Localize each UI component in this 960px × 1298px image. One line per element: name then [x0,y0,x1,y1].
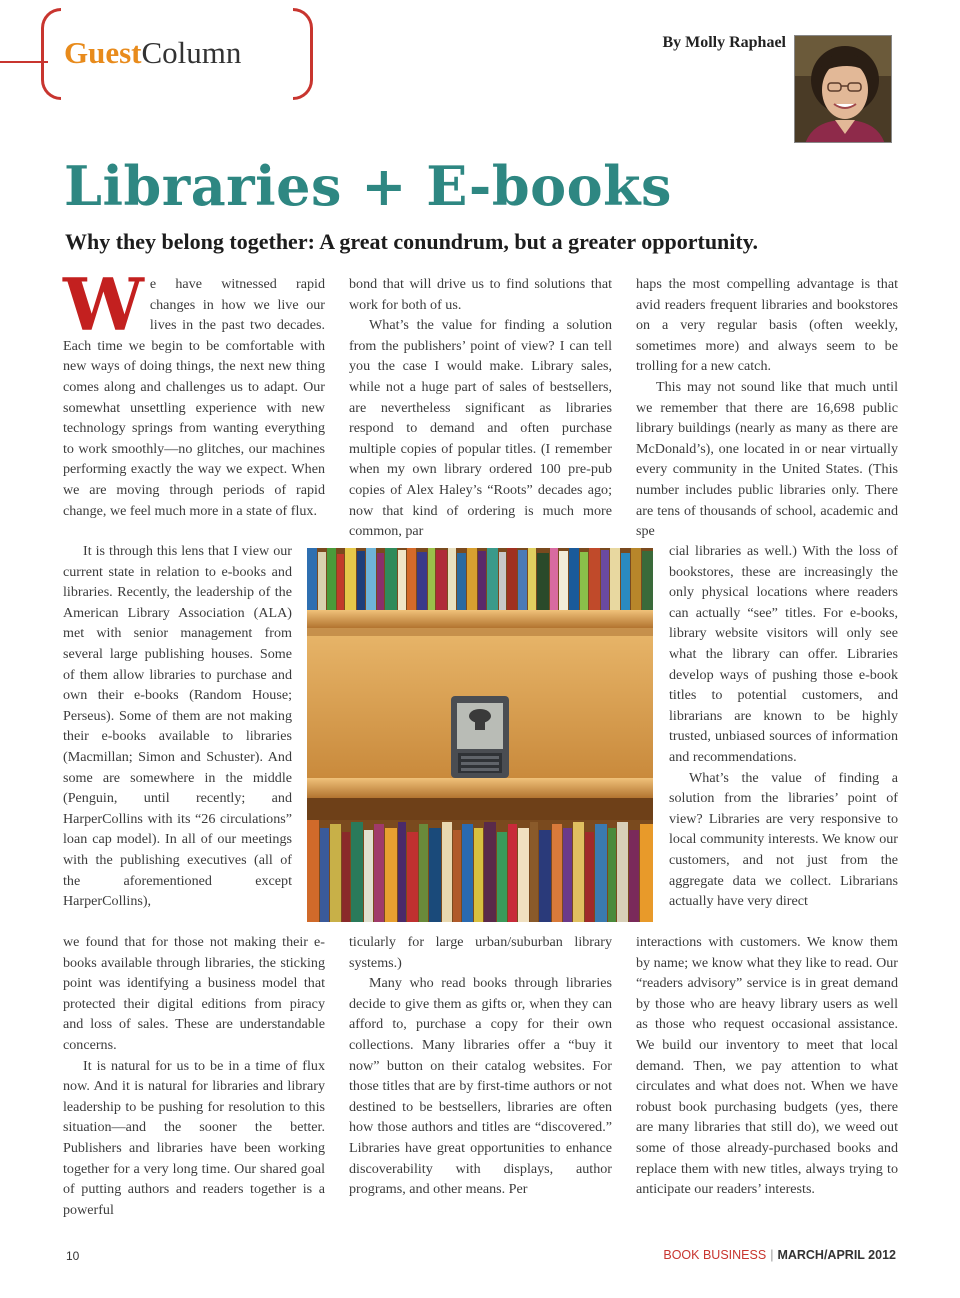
column-3-bottom [636,932,898,1200]
paragraph-advantage: haps the most compelling advantage is that avid readers frequent libraries and bookstores on a very regular basis (often weekly, sometimes more) and always seem to be trolling for a new catch. [636,276,898,375]
drop-cap: W [63,262,144,347]
left-bracket-decoration [41,8,61,100]
paragraph-systems: ticularly for large urban/suburban library systems.) [349,934,612,971]
paragraph-business-model: we found that for those not making their e-books available through libraries, the sticking point was identifying a business model that protected their digital editions from piracy and loss of sales. These are understandable concerns. [63,934,325,1053]
paragraph-interactions: interactions with customers. We know them by name; we know what they like to read. Our “readers advisory” service is in great demand by those who are heavy library users as well as those who request occasional assistance. We build our inventory to meet that local demand. Then, we pay attention to what circulates and what does not. When we have robust book purchasing budgets (yes, there are many libraries that still do), we weed out some of those already-purchased books and replace them with new titles, always trying to anticipate our readers’ interests. [636,934,898,1198]
author-photo [794,35,892,143]
top-shelf-books [307,548,653,610]
section-tag [64,34,241,72]
headline: Libraries + E-books [64,154,672,218]
bottom-shelf-books [307,820,653,922]
bookshelf-ereader-photo [307,548,653,922]
column-1-top [63,262,325,521]
paragraph-intro: e have witnessed rapid changes in how we live our lives in the past two decades. Each time we begin to be comfortable with new ways of doing things, the next new thing comes along and challenges us to adapt. Our somewhat unsettling experience with new technology springs from wanting everything to work smoothly—no glitches, our machines performing exactly the way we expect. When we are moving through periods of rapid change, we feel much more in a state of flux. [63,276,325,519]
paragraph-library-count: This may not sound like that much until we remember that there are 16,698 public library buildings (nearly as many as there are McDonald’s), one located in or near virtually every community in the United States. (This number includes public libraries only. There are tens of thousands of school, academic and spe [636,378,898,540]
ereader-device [451,696,509,778]
footer-publication [600,1248,896,1262]
footer-issue-date: MARCH/APRIL 2012 [777,1248,896,1262]
page-number: 10 [66,1249,80,1263]
right-bracket-decoration [293,8,313,100]
paragraph-gifts: Many who read books through libraries decide to give them as gifts or, when they can afford to, purchase a copy for their own collections. Many libraries offer a “buy it now” button on their catalog websites. For those titles that are by first-time authors or not destined to be bestsellers, libraries are often how those authors and titles are “discovered.” Libraries have great opportunities to enhance discoverability with displays, author programs, and other means. Per [349,975,612,1198]
paragraph-libraries-value: What’s the value of finding a solution from the libraries’ point of view? Libraries are very responsive to local community interests. We know our customers, and not just from the aggregate data we collect. Librarians actually have very direct [669,769,898,910]
section-tag-column: Column [141,35,242,70]
section-tag-guest: Guest [64,35,142,70]
paragraph-bookstores: cial libraries as well.) With the loss of bookstores, these are increasingly the only physical locations where readers can actually “see” titles. For e-books, library website visitors will only see what the library can offer. Libraries develop ways of pushing those e-book titles to potential customers, and librarians are known to be highly trusted, unbiased sources of information and recommendations. [669,543,898,765]
author-portrait-graphic [795,36,892,143]
paragraph-bond: bond that will drive us to find solutions that work for both of us. [349,276,612,313]
paragraph-flux: It is natural for us to be in a time of flux now. And it is natural for libraries and library leadership to be pushing for resolution to this situation—and the sooner the better. Publishers and libraries have been working together for a very long time. Our shared goal of putting authors and readers together is a powerful [63,1057,325,1218]
bookshelf-graphic [307,548,653,922]
column-3-middle [669,541,898,912]
byline: By Molly Raphael [662,34,786,51]
footer-brand: BOOK BUSINESS [663,1248,767,1262]
column-1-bottom [63,932,325,1220]
column-1-middle [63,541,292,912]
paragraph-lens: It is through this lens that I view our current state in relation to e-books and libraries. Recently, the leadership of the American Library Association (ALA) met with senior management from several large publishing houses. Some of them allow libraries to purchase and own their e-books (Random House; Perseus). Some of them are not making their e-books available to libraries (Macmillan; Simon and Schuster). And some are somewhere in the middle (Penguin, until recently; and HarperCollins with its “26 circulations” loan cap model). In all of our meetings with the publishing executives (all of the aforementioned except HarperCollins), [63,543,292,910]
subheadline: Why they belong together: A great conundrum, but a greater opportunity. [65,229,759,254]
column-2-bottom [349,932,612,1200]
footer-separator: | [770,1248,774,1262]
column-2-top [349,274,612,542]
paragraph-publishers-value: What’s the value for finding a solution from the publishers’ point of view? I can tell you the case I would make. Library sales, while not a huge part of sales of bestsellers, are nevertheless significant as libraries respond to demand and often purchase multiple copies of popular titles. (I remember when my own library ordered 100 pre-pub copies of Alex Haley’s “Roots” decades ago; now that kind of ordering is much more common, par [349,317,612,540]
column-3-top [636,274,898,542]
